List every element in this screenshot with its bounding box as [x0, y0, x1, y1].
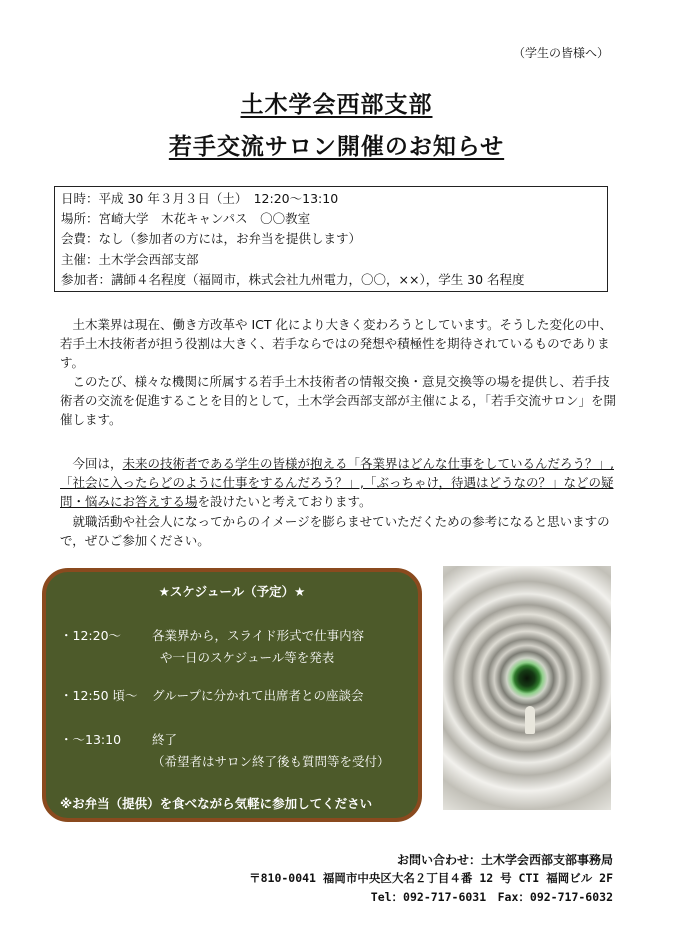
body-paragraph-1: 土木業界は現在、働き方改革や ICT 化により大きく変わろうとしています。そうした変化の中、若手土木技術者が担う役割は大きく、若手ならではの発想や積極性を期待されているものであります。 — [60, 317, 612, 370]
contact-phone-fax: Tel：092-717-6031 Fax：092-717-6032 — [370, 890, 613, 904]
schedule-time: ・12:20～ — [60, 628, 122, 643]
event-info-box — [54, 186, 608, 292]
schedule-heading: ★スケジュール（予定）★ — [158, 584, 306, 599]
schedule-text: グループに分かれて出席者との座談会 — [152, 688, 364, 703]
info-participants: 参加者：講師４名程度（福岡市，株式会社九州電力，〇〇，××），学生 30 名程度 — [61, 271, 525, 287]
schedule-note: ※お弁当（提供）を食べながら気軽に参加してください — [60, 796, 373, 811]
highlighted-questions: 未来の技術者である学生の皆様が抱える「各業界はどんな仕事をしているんだろう？」,「社会に入ったらどのように仕事をするんだろう？」,「ぶっちゃけ，待遇はどうなの？」などの疑問・悩みにお答えする場 — [60, 456, 614, 509]
schedule-time: ・～13:10 — [60, 732, 122, 747]
schedule-box — [42, 568, 422, 822]
info-fee: 会費：なし（参加者の方には，お弁当を提供します） — [61, 231, 362, 247]
body-paragraph-2: このたび、様々な機関に所属する若手土木技術者の情報交換・意見交換等の場を提供し、若手技術者の交流を促進することを目的として，土木学会西部支部が主催による，「若手交流サロン」を開催します。 — [60, 374, 617, 427]
body-paragraph-3: 今回は，未来の技術者である学生の皆様が抱える「各業界はどんな仕事をしているんだろう？」,「社会に入ったらどのように仕事をするんだろう？」,「ぶっちゃけ，待遇はどうなの？」などの疑問・悩みにお答えする場を設けたいと考えております。 — [60, 456, 614, 509]
schedule-item — [60, 626, 364, 644]
body-paragraph-4: 就職活動や社会人になってからのイメージを膨らませていただくための参考になると思いますので，ぜひご参加ください。 — [60, 514, 610, 548]
worker-figure — [525, 706, 535, 734]
audience-note: （学生の皆様へ） — [512, 46, 609, 60]
schedule-subtext: や一日のスケジュール等を発表 — [160, 650, 335, 665]
contact-office: お問い合わせ：土木学会西部支部事務局 — [396, 853, 613, 867]
tunnel-photo — [443, 566, 611, 810]
info-place: 場所：宮崎大学 木花キャンパス 〇〇教室 — [61, 211, 311, 227]
schedule-text: 各業界から，スライド形式で仕事内容 — [152, 628, 365, 643]
schedule-time: ・12:50 頃～ — [60, 688, 138, 703]
schedule-item — [60, 730, 177, 748]
contact-address: 〒810-0041 福岡市中央区大名２丁目４番 12 号 CTI 福岡ビル 2F — [249, 871, 613, 885]
schedule-text: 終了 — [152, 732, 178, 747]
schedule-item — [60, 686, 364, 704]
page-title: 土木学会西部支部 — [240, 92, 433, 118]
info-organizer: 主催：土木学会西部支部 — [61, 251, 199, 267]
schedule-subtext: （希望者はサロン終了後も質問等を受付） — [152, 754, 390, 769]
info-date: 日時：平成 30 年３月３日（土） 12:20～13:10 — [61, 191, 339, 206]
page-subtitle: 若手交流サロン開催のお知らせ — [168, 134, 505, 160]
